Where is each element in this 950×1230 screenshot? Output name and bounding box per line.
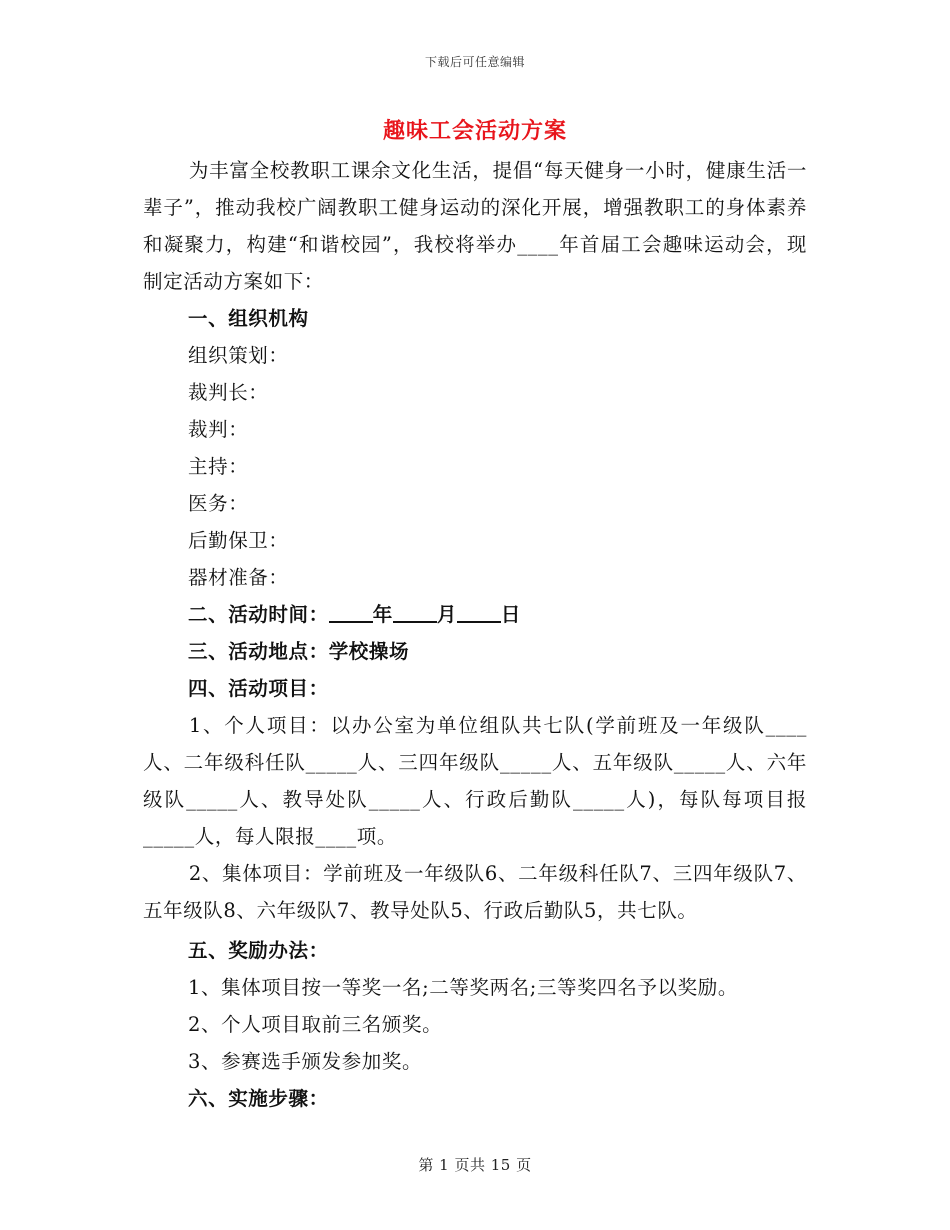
organization-item-referee: 裁判： [188,418,249,441]
time-label: 二、活动时间： [188,603,329,626]
year-blank [329,602,373,624]
organization-item-equipment: 器材准备： [188,566,289,589]
section-heading-steps: 六、实施步骤： [188,1087,329,1110]
document-title: 趣味工会活动方案 [382,118,567,144]
award-item-participation: 3、参赛选手颁发参加奖。 [188,1050,423,1073]
award-item-individual: 2、个人项目取前三名颁奖。 [188,1013,443,1036]
organization-item-planning: 组织策划： [188,344,289,367]
organization-item-logistics: 后勤保卫： [188,529,289,552]
section-heading-location: 三、活动地点：学校操场 [188,640,410,663]
award-item-group: 1、集体项目按一等奖一名;二等奖两名;三等奖四名予以奖励。 [188,976,738,999]
organization-item-host: 主持： [188,455,249,478]
month-label: 月 [436,603,457,626]
section-heading-events: 四、活动项目： [188,677,329,700]
events-individual-paragraph: 1、个人项目：以办公室为单位组队共七队(学前班及一年级队____人、二年级科任队_____人、三四年级队_____人、五年级队_____人、六年级队_____人、教导处队_____人、行政后勤队_____人)，每队每项目报_____人，每人限报____项。 [143,714,807,848]
year-label: 年 [372,603,393,626]
document-body [143,152,807,1117]
organization-item-medical: 医务： [188,492,249,515]
page-number: 第 1 页共 15 页 [418,1156,532,1174]
section-heading-organization: 一、组织机构 [188,307,309,330]
month-blank [393,602,437,624]
organization-item-chief-referee: 裁判长： [188,381,269,404]
day-blank [457,602,501,624]
section-heading-time [143,596,807,633]
section-heading-awards: 五、奖励办法： [188,939,329,962]
intro-paragraph: 为丰富全校教职工课余文化生活，提倡“每天健身一小时，健康生活一辈子”，推动我校广阔教职工健身运动的深化开展，增强教职工的身体素养和凝聚力，构建“和谐校园”，我校将举办____年首届工会趣味运动会，现制定活动方案如下： [143,159,807,293]
header-note: 下载后可任意编辑 [424,55,525,69]
day-label: 日 [500,603,522,626]
events-group-paragraph: 2、集体项目：学前班及一年级队6、二年级科任队7、三四年级队7、五年级队8、六年级队7、教导处队5、行政后勤队5，共七队。 [143,862,807,922]
